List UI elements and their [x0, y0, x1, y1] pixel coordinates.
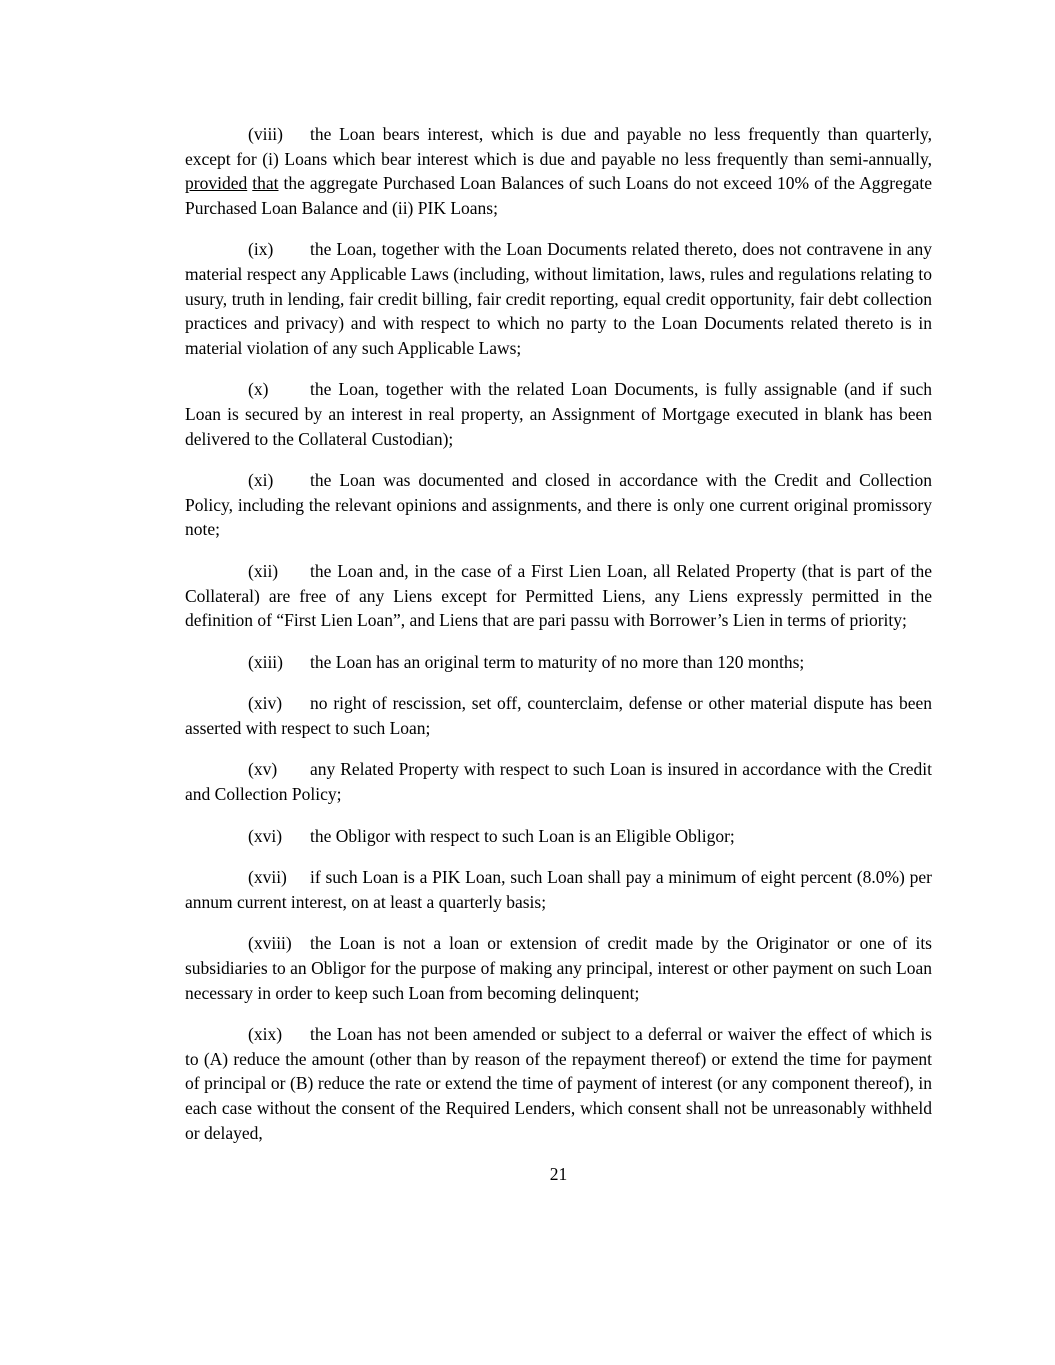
paragraph-label: (x) [248, 379, 269, 400]
paragraph-label: (xiv) [248, 693, 283, 714]
paragraph-xi [185, 468, 932, 542]
paragraph-label: (xvi) [248, 825, 283, 846]
underlined-text: that [252, 173, 279, 194]
paragraph-label: (viii) [248, 124, 283, 144]
paragraph-text: any Related Property with respect to such Loan is insured in accordance with the Credit and Collection Policy; [185, 759, 932, 805]
paragraph-xvii [185, 865, 932, 914]
paragraph-xiii [185, 650, 932, 675]
paragraph-text: the Loan is not a loan or extension of credit made by the Originator or one of its subsidiaries to an Obligor for the purpose of making any principal, interest or other payment on such Loan necessary in order to keep such Loan from becoming delinquent; [185, 933, 932, 1003]
paragraph-text: if such Loan is a PIK Loan, such Loan shall pay a minimum of eight percent (8.0%) per annum current interest, on at least a quarterly basis; [185, 867, 932, 912]
paragraph-label: (xii) [248, 560, 279, 581]
underlined-text: provided [185, 173, 248, 194]
paragraph-text: the aggregate Purchased Loan Balances of such Loans do not exceed 10% of the Aggregate Purchased Loan Balance and (ii) PIK Loans; [185, 173, 932, 218]
paragraph-label: (xviii) [248, 933, 292, 954]
paragraph-text: the Loan and, in the case of a First Lien Loan, all Related Property (that is part of the Collateral) are free of any Liens except for Permitted Liens, any Liens expressly permitted in the definition of “First Lien Loan”, and Liens that are pari passu with Borrower’s Lien in terms of priority; [185, 560, 932, 631]
paragraph-xvi [185, 824, 932, 849]
paragraph-xiv [185, 691, 932, 740]
paragraph-label: (xvii) [248, 867, 287, 888]
paragraph-label: (xv) [248, 759, 278, 780]
paragraph-label: (xiii) [248, 651, 283, 672]
paragraph-text: the Obligor with respect to such Loan is an Eligible Obligor; [310, 825, 735, 846]
paragraph-label: (xi) [248, 470, 274, 491]
paragraph-xv [185, 757, 932, 806]
paragraph-viii [185, 122, 932, 220]
paragraph-xviii [185, 931, 932, 1005]
paragraph-xix [185, 1022, 932, 1145]
paragraph-label: (xix) [248, 1024, 283, 1045]
paragraph-text: no right of rescission, set off, counterclaim, defense or other material dispute has been asserted with respect to such Loan; [185, 693, 932, 738]
paragraph-label: (ix) [248, 239, 274, 260]
paragraph-text: the Loan was documented and closed in accordance with the Credit and Collection Policy, including the relevant opinions and assignments, and there is only one current original promissory note; [185, 470, 932, 540]
paragraph-ix [185, 237, 932, 360]
paragraph-text: the Loan has not been amended or subject to a deferral or waiver the effect of which is to (A) reduce the amount (other than by reason of the repayment thereof) or extend the time for payment of principal or (B) reduce the rate or extend the time of payment of interest (or any component thereof), in each case without the consent of the Required Lenders, which consent shall not be unreasonably withheld or delayed, [185, 1024, 932, 1143]
paragraph-text: the Loan has an original term to maturity of no more than 120 months; [310, 651, 805, 672]
paragraph-text: the Loan bears interest, which is due and payable no less frequently than quarterly, except for (i) Loans which bear interest which is due and payable no less frequently than semi-annually, [185, 124, 932, 169]
paragraph-x [185, 377, 932, 451]
paragraph-text: the Loan, together with the related Loan Documents, is fully assignable (and if such Loan is secured by an interest in real property, an Assignment of Mortgage executed in blank has been delivered to the Collateral Custodian); [185, 379, 932, 449]
page-number-text: 21 [549, 1164, 568, 1185]
paragraph-xii [185, 559, 932, 633]
paragraph-list [185, 122, 932, 1145]
paragraph-text: the Loan, together with the Loan Documents related thereto, does not contravene in any material respect any Applicable Laws (including, without limitation, laws, rules and regulations relating to usury, truth in lending, fair credit billing, fair credit reporting, equal credit opportunity, fair debt collection practices and privacy) and with respect to which no party to the Loan Documents related thereto is in material violation of any such Applicable Laws; [185, 239, 932, 358]
